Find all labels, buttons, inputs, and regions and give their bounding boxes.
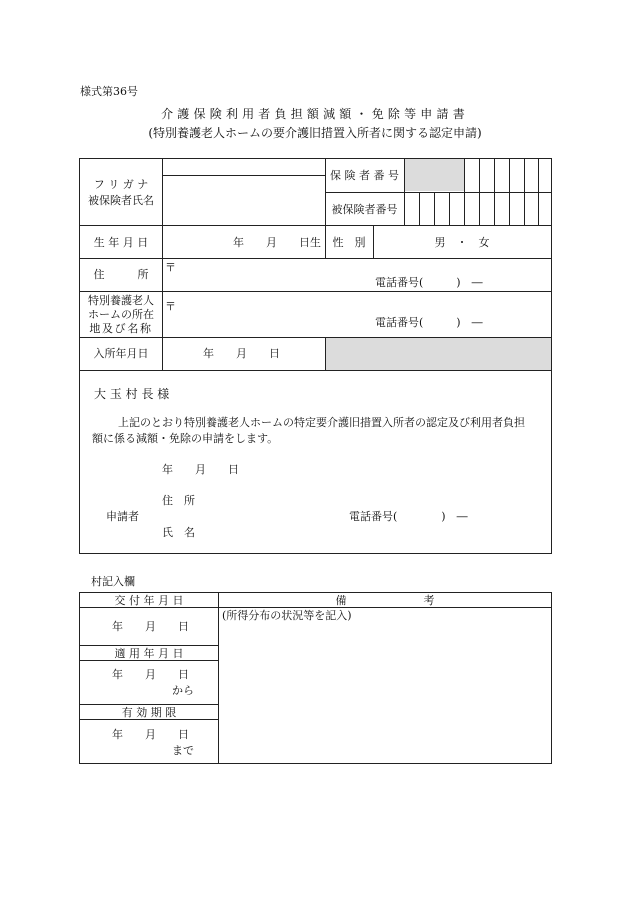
facility-label-1: 特別養護老人: [88, 294, 154, 307]
sex-field[interactable]: 男 ・ 女: [434, 236, 490, 249]
applicant-label: 申請者: [106, 510, 139, 523]
until-label: まで: [172, 744, 194, 757]
validity-date-field[interactable]: 年 月 日: [112, 728, 189, 741]
validity-label: 有 効 期 限: [121, 706, 177, 719]
issue-date-label: 交 付 年 月 日: [114, 594, 184, 607]
applicant-address-label: 住 所: [162, 494, 195, 507]
birthdate-label: 生 年 月 日: [93, 236, 149, 249]
notes-label: 備 考: [335, 594, 435, 607]
insured-name-label: 被保険者氏名: [88, 194, 154, 207]
declaration-line-2: 額に係る減額・免除の申請をします。: [92, 432, 279, 445]
from-label: から: [172, 684, 194, 697]
insurer-number-label: 保 険 者 番 号: [330, 169, 399, 182]
address-label: 住 所: [93, 268, 149, 281]
address-phone-field[interactable]: 電話番号( ) ―: [375, 276, 483, 289]
declaration-line-1: 上記のとおり特別養護老人ホームの特定要介護旧措置入所者の認定及び利用者負担: [118, 416, 525, 429]
applicant-phone-field[interactable]: 電話番号( ) ―: [349, 510, 468, 523]
insurer-number-field[interactable]: [465, 159, 551, 191]
sex-label: 性 別: [332, 236, 366, 249]
notes-hint: (所得分布の状況等を記入): [222, 609, 352, 622]
form-subtitle: (特別養護老人ホームの要介護旧措置入所者に関する認定申請): [148, 126, 482, 140]
office-use-heading: 村記入欄: [91, 575, 135, 588]
admission-shade: [325, 337, 552, 370]
facility-postal-mark: 〒: [165, 300, 176, 313]
application-date-field[interactable]: 年 月 日: [162, 463, 239, 476]
facility-label-3: 地及び名称: [89, 322, 153, 335]
insured-number-label: 被保険者番号: [331, 203, 398, 216]
form-number: 様式第36号: [80, 85, 138, 98]
address-field[interactable]: [176, 260, 546, 275]
applicant-name-label: 氏 名: [162, 526, 195, 539]
insured-number-field[interactable]: [405, 193, 551, 225]
admission-date-field[interactable]: 年 月 日: [203, 347, 280, 360]
notes-field[interactable]: [222, 625, 548, 759]
issue-date-field[interactable]: 年 月 日: [112, 620, 189, 633]
birthdate-field[interactable]: 年 月 日生: [233, 236, 321, 249]
addressee: 大 玉 村 長 様: [94, 387, 170, 401]
apply-date-field[interactable]: 年 月 日: [112, 668, 189, 681]
facility-phone-field[interactable]: 電話番号( ) ―: [375, 316, 483, 329]
applicant-name-field[interactable]: [205, 524, 335, 538]
admission-date-label: 入所年月日: [93, 347, 149, 360]
insurer-number-shade: [404, 159, 464, 191]
furigana-field[interactable]: [164, 160, 322, 174]
insured-name-field[interactable]: [164, 177, 322, 223]
furigana-label: フ リ ガ ナ: [93, 178, 149, 191]
facility-address-field[interactable]: [176, 295, 546, 315]
form-title: 介護保険利用者負担額減額・免除等申請書: [161, 107, 469, 121]
facility-label-2: ホームの所在: [88, 308, 154, 321]
postal-mark: 〒: [165, 261, 176, 274]
applicant-address-field[interactable]: [205, 492, 335, 506]
apply-date-label: 適 用 年 月 日: [114, 647, 184, 660]
